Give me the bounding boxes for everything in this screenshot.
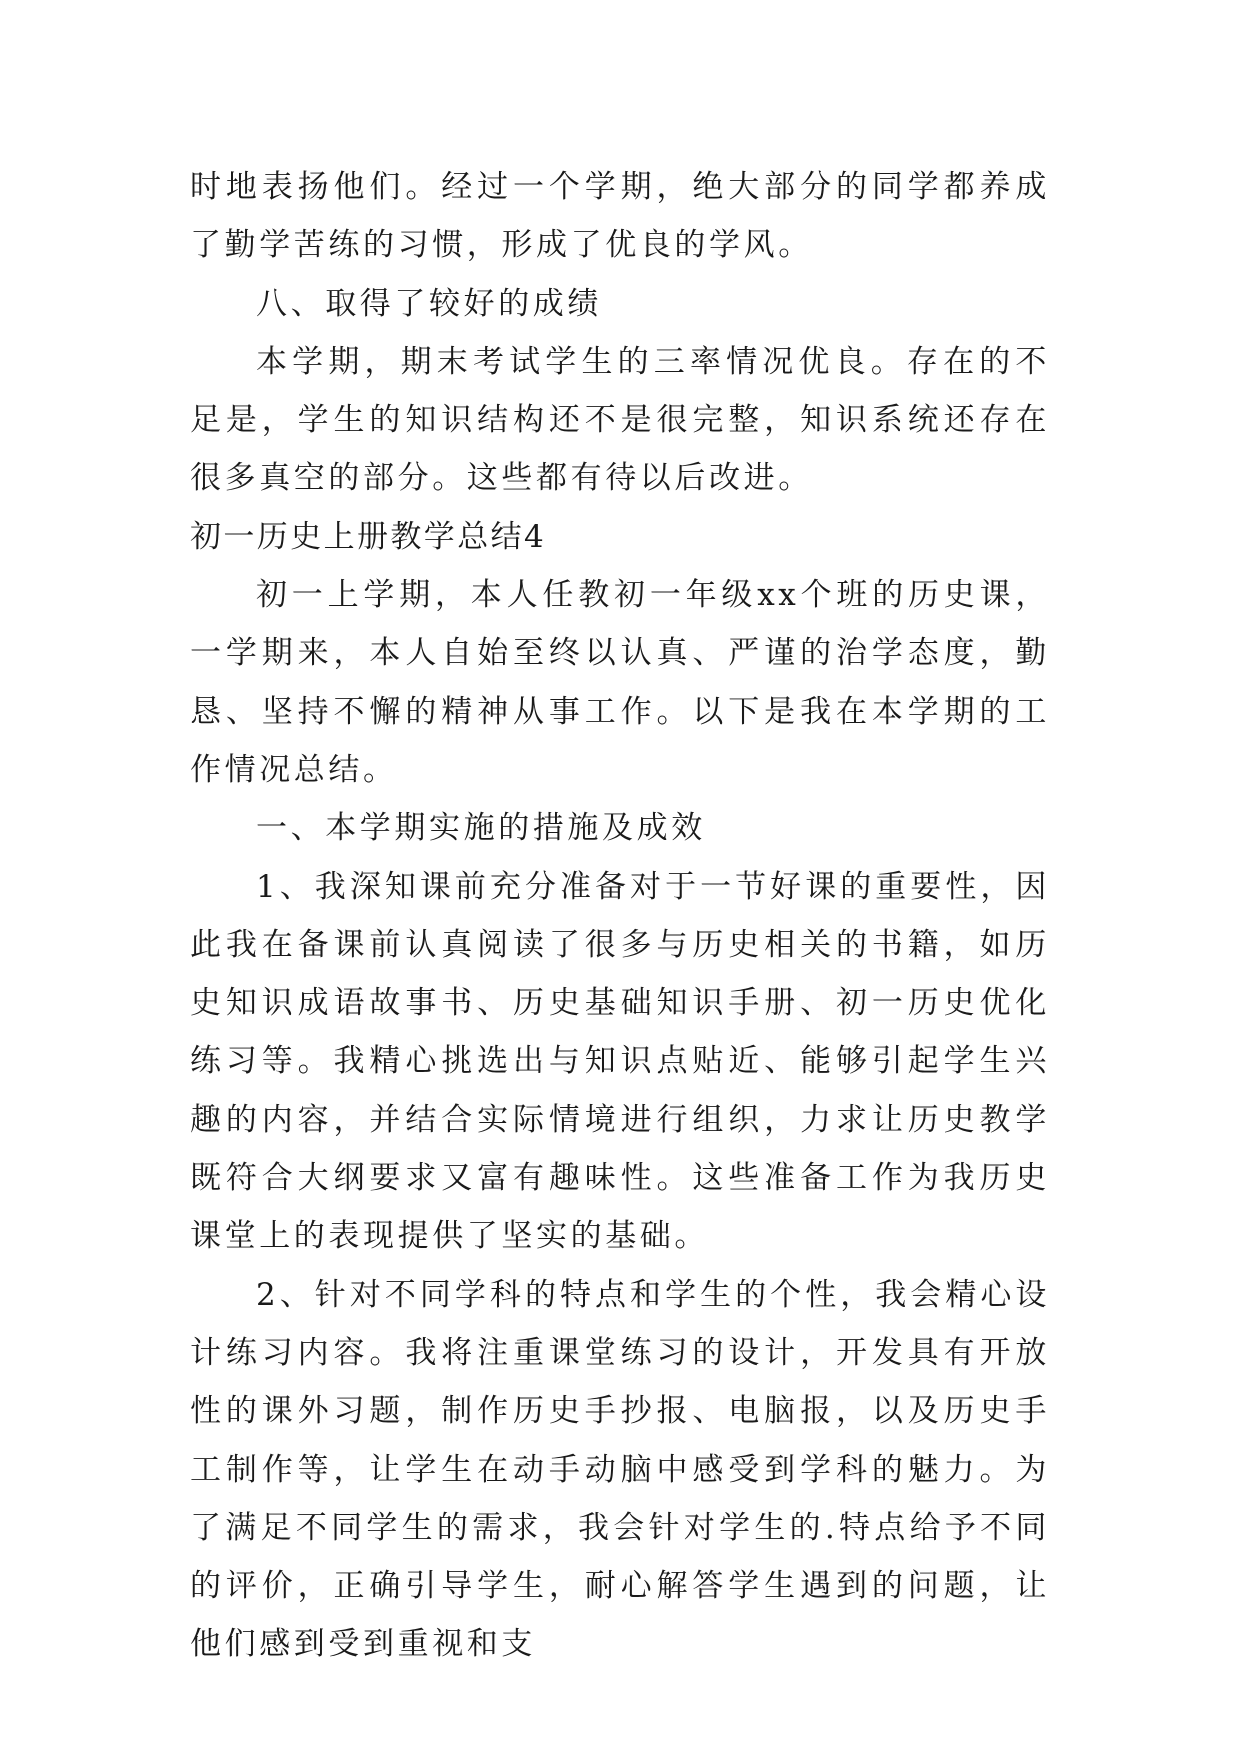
section-heading-one: 一、本学期实施的措施及成效 <box>256 810 706 847</box>
paragraph-exam-results: 本学期，期末考试学生的三率情况优良。存在的不足是，学生的知识结构还不是很完整，知识系统还存在很多真空的部分。这些都有待以后改进。 <box>190 343 1050 497</box>
document-body <box>190 158 1050 1674</box>
section-heading-eight: 八、取得了较好的成绩 <box>256 285 602 322</box>
paragraph-item-2: 2、针对不同学科的特点和学生的个性，我会精心设计练习内容。我将注重课堂练习的设计，开发具有开放性的课外习题，制作历史手抄报、电脑报，以及历史手工制作等，让学生在动手动脑中感受到学科的魅力。为了满足不同学生的需求，我会针对学生的.特点给予不同的评价，正确引导学生，耐心解答学生遇到的问题，让他们感到受到重视和支 <box>190 1276 1050 1663</box>
document-title-summary-4: 初一历史上册教学总结4 <box>190 518 547 555</box>
paragraph-introduction: 初一上学期，本人任教初一年级xx个班的历史课，一学期来，本人自始至终以认真、严谨的治学态度，勤恳、坚持不懈的精神从事工作。以下是我在本学期的工作情况总结。 <box>190 577 1050 788</box>
paragraph-praise-continuation: 时地表扬他们。经过一个学期，绝大部分的同学都养成了勤学苦练的习惯，形成了优良的学风。 <box>190 169 1050 264</box>
paragraph-item-1: 1、我深知课前充分准备对于一节好课的重要性，因此我在备课前认真阅读了很多与历史相关的书籍，如历史知识成语故事书、历史基础知识手册、初一历史优化练习等。我精心挑选出与知识点贴近、能够引起学生兴趣的内容，并结合实际情境进行组织，力求让历史教学既符合大纲要求又富有趣味性。这些准备工作为我历史课堂上的表现提供了坚实的基础。 <box>190 868 1050 1255</box>
